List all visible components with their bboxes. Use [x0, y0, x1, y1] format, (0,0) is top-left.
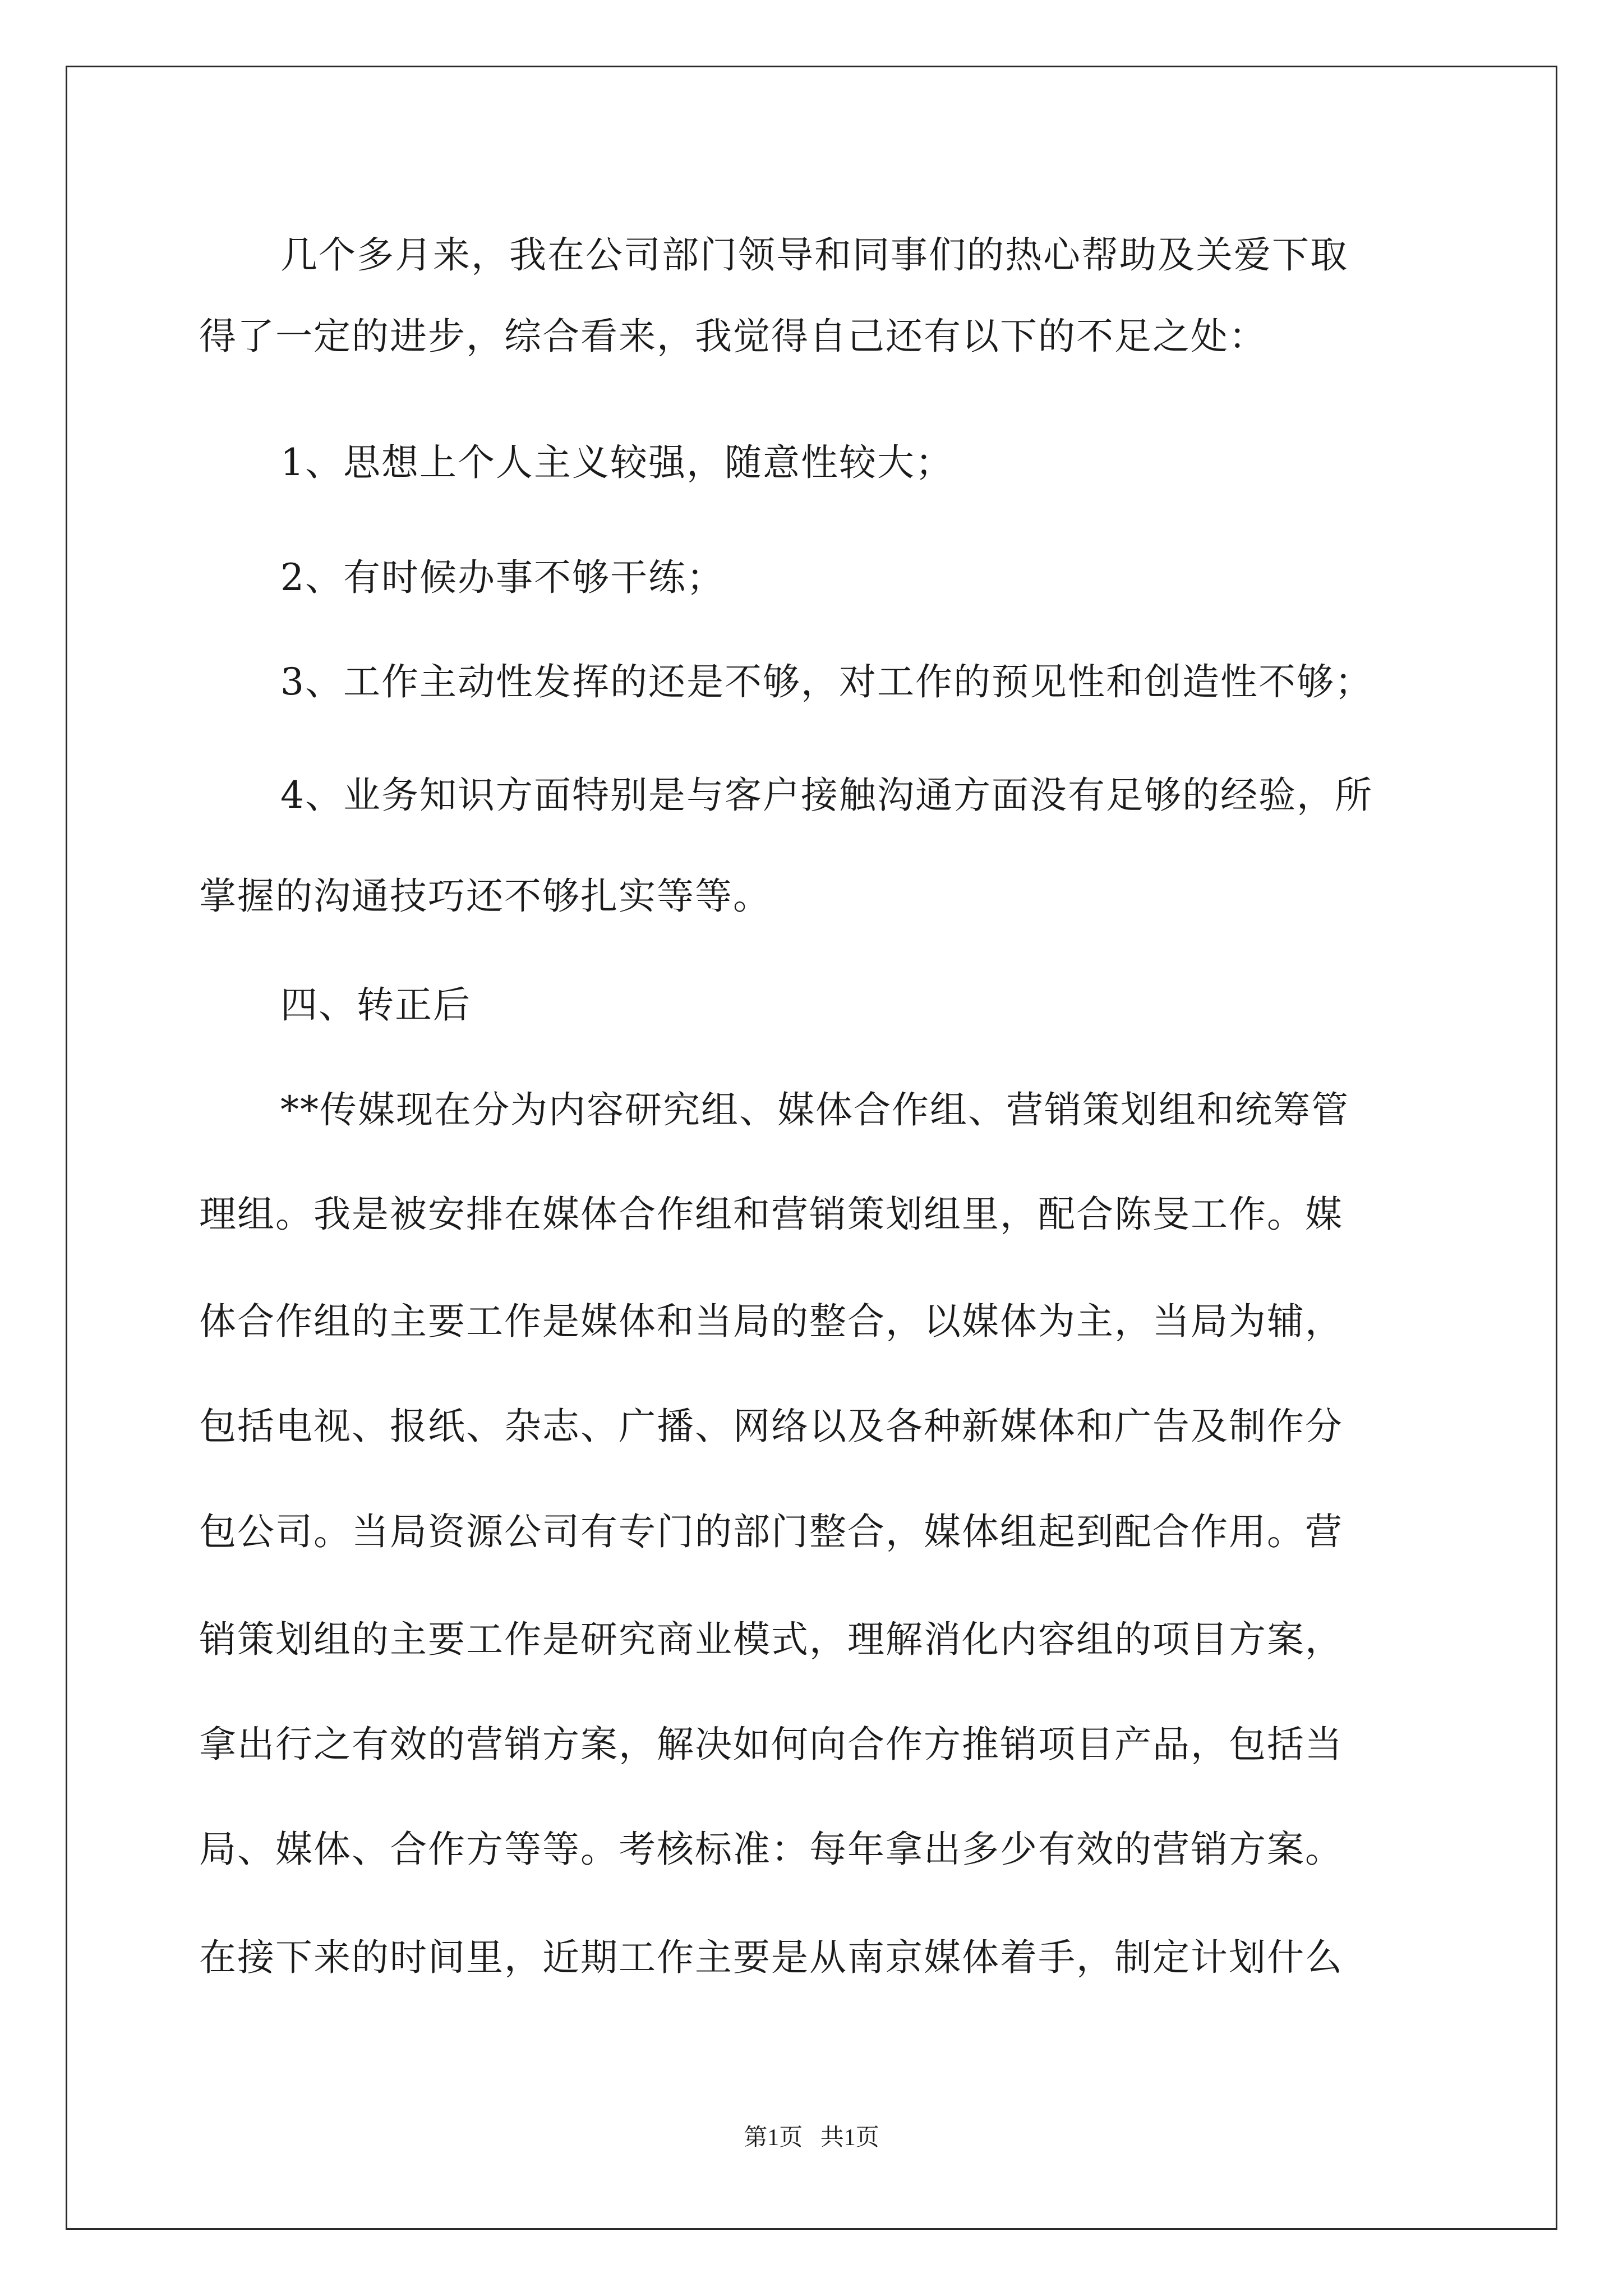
list-item: 2、有时候办事不够干练；	[280, 556, 725, 599]
paragraph-line: 几个多月来，我在公司部门领导和同事们的热心帮助及关爱下取	[280, 233, 1348, 277]
paragraph-line: 局、媒体、合作方等等。考核标准：每年拿出多少有效的营销方案。	[199, 1828, 1343, 1871]
paragraph-line: 体合作组的主要工作是媒体和当局的整合，以媒体为主，当局为辅，	[199, 1300, 1343, 1343]
paragraph-line: 理组。我是被安排在媒体合作组和营销策划组里，配合陈旻工作。媒	[199, 1193, 1343, 1236]
list-item: 4、业务知识方面特别是与客户接触沟通方面没有足够的经验，所	[280, 774, 1373, 817]
paragraph-line: 掌握的沟通技巧还不够扎实等等。	[199, 875, 771, 918]
paragraph-line: 得了一定的进步，综合看来，我觉得自己还有以下的不足之处：	[199, 315, 1267, 358]
paragraph-line: 包括电视、报纸、杂志、广播、网络以及各种新媒体和广告及制作分	[199, 1405, 1343, 1448]
page-number-footer: 第1页 共1页	[744, 2125, 879, 2151]
paragraph-line: **传媒现在分为内容研究组、媒体合作组、营销策划组和统筹管	[280, 1088, 1349, 1131]
section-heading: 四、转正后	[280, 983, 471, 1027]
list-item: 1、思想上个人主义较强，随意性较大；	[280, 441, 953, 484]
list-item: 3、工作主动性发挥的还是不够，对工作的预见性和创造性不够；	[280, 660, 1373, 703]
paragraph-line: 销策划组的主要工作是研究商业模式，理解消化内容组的项目方案，	[199, 1618, 1343, 1661]
paragraph-line: 在接下来的时间里，近期工作主要是从南京媒体着手，制定计划什么	[199, 1936, 1343, 1979]
paragraph-line: 包公司。当局资源公司有专门的部门整合，媒体组起到配合作用。营	[199, 1510, 1343, 1553]
page-border	[66, 66, 1557, 2230]
paragraph-line: 拿出行之有效的营销方案，解决如何向合作方推销项目产品，包括当	[199, 1723, 1343, 1766]
